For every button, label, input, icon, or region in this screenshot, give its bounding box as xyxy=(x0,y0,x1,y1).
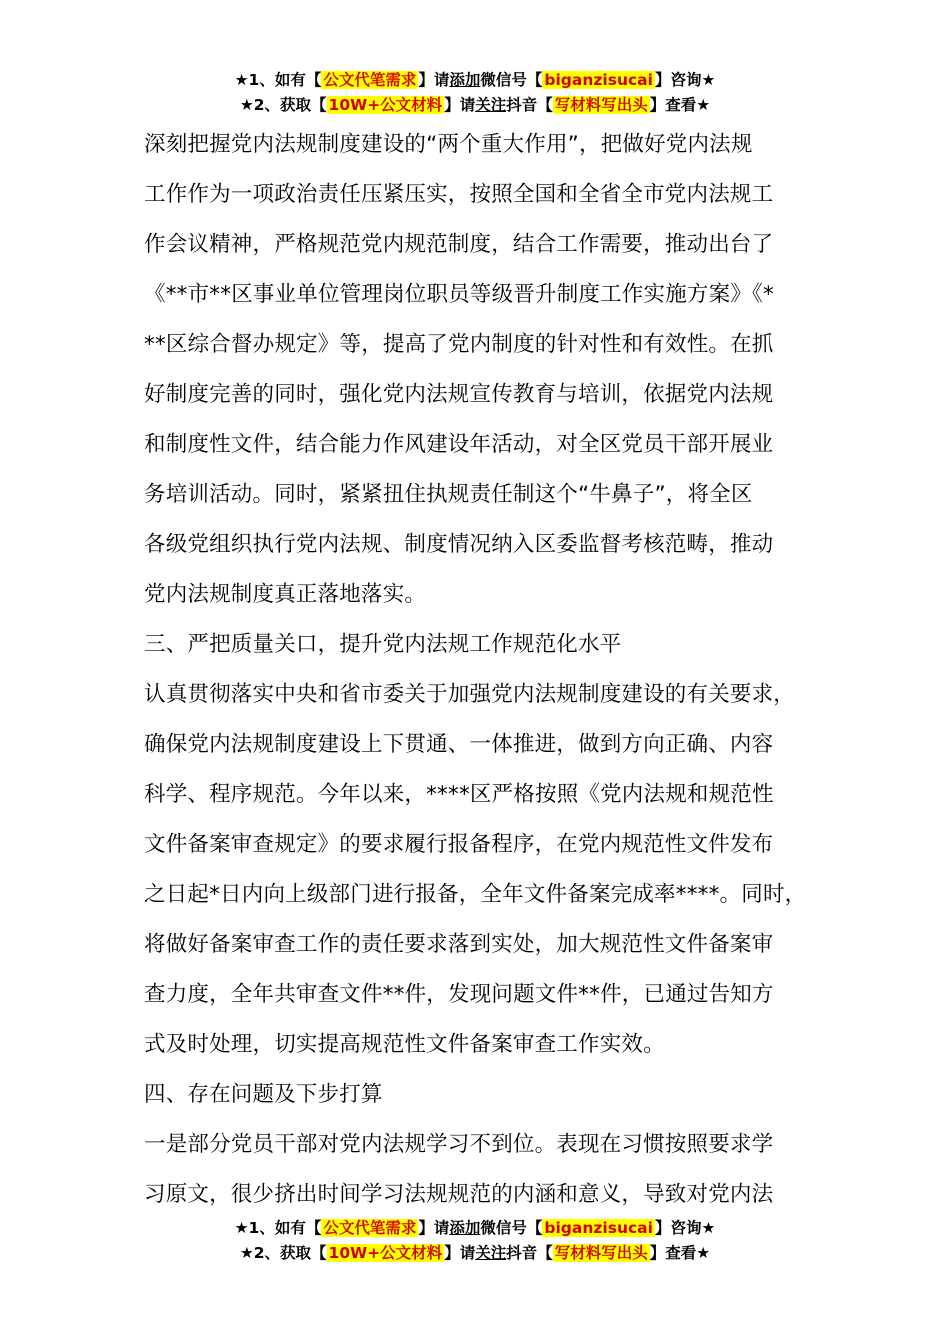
promo-underlined-text: 添加 xyxy=(449,71,481,89)
body-line: 深刻把握党内法规制度建设的“两个重大作用”，把做好党内法规 xyxy=(144,132,753,157)
promo-underlined-text: 关注 xyxy=(475,1244,507,1262)
promo-text: 】请 xyxy=(418,1219,450,1237)
section-heading: 四、存在问题及下步打算 xyxy=(144,1082,383,1107)
body-line: 一是部分党员干部对党内法规学习不到位。表现在习惯按照要求学 xyxy=(144,1132,774,1157)
document-body xyxy=(144,120,834,1220)
promo-text: ★1、如有【 xyxy=(234,71,322,89)
body-line: 式及时处理，切实提高规范性文件备案审查工作实效。 xyxy=(144,1032,665,1057)
promo-highlight: 写材料写出头 xyxy=(554,1244,648,1262)
promo-text: ★2、获取【 xyxy=(239,1244,327,1262)
promo-text: 】请 xyxy=(418,71,450,89)
footer-promo-banner xyxy=(0,1216,950,1266)
body-line: 科学、程序规范。今年以来，****区严格按照《党内法规和规范性 xyxy=(144,782,774,807)
body-line: 《**市**区事业单位管理岗位职员等级晋升制度工作实施方案》《* xyxy=(144,282,774,307)
body-line: 之日起*日内向上级部门进行报备，全年文件备案完成率****。同时， xyxy=(144,882,807,907)
promo-text: ★1、如有【 xyxy=(234,1219,322,1237)
promo-line-2 xyxy=(0,1241,950,1266)
section-heading: 三、严把质量关口，提升党内法规工作规范化水平 xyxy=(144,632,622,657)
promo-line-2 xyxy=(0,93,950,118)
promo-highlight: 10W+公文材料 xyxy=(328,1244,443,1262)
promo-text: 微信号【 xyxy=(480,71,543,89)
promo-text: 抖音【 xyxy=(506,1244,553,1262)
promo-text: 抖音【 xyxy=(506,96,553,114)
promo-text: 微信号【 xyxy=(480,1219,543,1237)
promo-text: 】咨询★ xyxy=(654,71,716,89)
promo-underlined-text: 添加 xyxy=(449,1219,481,1237)
promo-highlight: 写材料写出头 xyxy=(554,96,648,114)
promo-highlight: 10W+公文材料 xyxy=(328,96,443,114)
promo-text: 】查看★ xyxy=(649,1244,711,1262)
body-line: 确保党内法规制度建设上下贯通、一体推进，做到方向正确、内容 xyxy=(144,732,774,757)
promo-text: 】咨询★ xyxy=(654,1219,716,1237)
promo-line-1 xyxy=(0,68,950,93)
body-line: 认真贯彻落实中央和省市委关于加强党内法规制度建设的有关要求， xyxy=(144,682,796,707)
body-line: 党内法规制度真正落地落实。 xyxy=(144,582,427,607)
body-line: 将做好备案审查工作的责任要求落到实处，加大规范性文件备案审 xyxy=(144,932,774,957)
promo-highlight: biganzisucai xyxy=(544,71,653,89)
body-line: 文件备案审查规定》的要求履行报备程序，在党内规范性文件发布 xyxy=(144,832,774,857)
body-line: 查力度，全年共审查文件**件，发现问题文件**件，已通过告知方 xyxy=(144,982,774,1007)
promo-text: 】请 xyxy=(444,1244,476,1262)
promo-text: 】查看★ xyxy=(649,96,711,114)
body-line: 作会议精神，严格规范党内规范制度，结合工作需要，推动出台了 xyxy=(144,232,774,257)
promo-highlight: 公文代笔需求 xyxy=(323,71,417,89)
promo-highlight: 公文代笔需求 xyxy=(323,1219,417,1237)
body-line: **区综合督办规定》等，提高了党内制度的针对性和有效性。在抓 xyxy=(144,332,774,357)
promo-line-1 xyxy=(0,1216,950,1241)
promo-text: ★2、获取【 xyxy=(239,96,327,114)
promo-underlined-text: 关注 xyxy=(475,96,507,114)
header-promo-banner xyxy=(0,68,950,118)
body-line: 务培训活动。同时，紧紧扭住执规责任制这个“牛鼻子”，将全区 xyxy=(144,482,753,507)
promo-text: 】请 xyxy=(444,96,476,114)
body-line: 习原文，很少挤出时间学习法规规范的内涵和意义，导致对党内法 xyxy=(144,1182,774,1207)
body-line: 和制度性文件，结合能力作风建设年活动，对全区党员干部开展业 xyxy=(144,432,774,457)
promo-highlight: biganzisucai xyxy=(544,1219,653,1237)
body-line: 工作作为一项政治责任压紧压实，按照全国和全省全市党内法规工 xyxy=(144,182,774,207)
body-line: 各级党组织执行党内法规、制度情况纳入区委监督考核范畴，推动 xyxy=(144,532,774,557)
body-line: 好制度完善的同时，强化党内法规宣传教育与培训，依据党内法规 xyxy=(144,382,774,407)
